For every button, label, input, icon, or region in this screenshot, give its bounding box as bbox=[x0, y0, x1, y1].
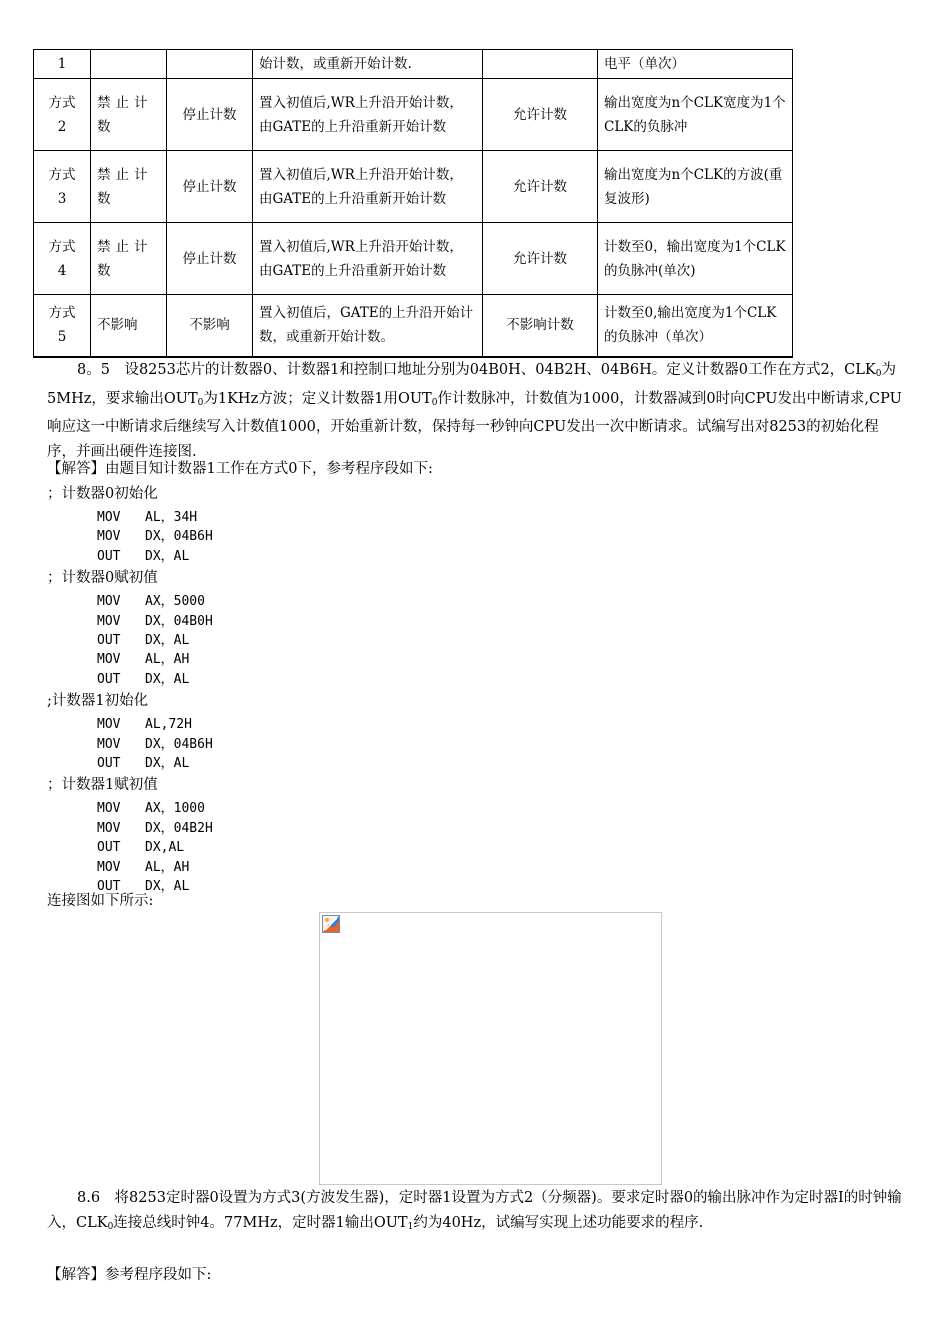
opcode: MOV bbox=[97, 859, 121, 875]
opcode: MOV bbox=[97, 717, 121, 733]
opcode: MOV bbox=[97, 652, 121, 668]
code-line bbox=[97, 612, 213, 631]
mode-cell bbox=[34, 151, 91, 223]
operand: DX,AL bbox=[145, 840, 185, 856]
connection-diagram-placeholder bbox=[319, 912, 662, 1185]
code-line bbox=[97, 670, 189, 689]
table-cell: 置入初值后,WR上升沿开始计数，由GATE的上升沿重新开始计数 bbox=[253, 79, 483, 151]
code-line bbox=[97, 819, 213, 838]
mode-cell bbox=[34, 50, 91, 79]
mode-label: 方式 bbox=[48, 94, 76, 111]
table-row bbox=[34, 295, 793, 357]
table-cell: 始计数，或重新开始计数. bbox=[253, 50, 483, 79]
code-line bbox=[97, 508, 197, 527]
code-line bbox=[97, 838, 184, 857]
table-cell: 停止计数 bbox=[167, 79, 253, 151]
table-cell bbox=[483, 50, 598, 79]
code-line bbox=[97, 754, 189, 773]
mode-cell bbox=[34, 79, 91, 151]
opcode: OUT bbox=[97, 840, 121, 856]
table-row bbox=[34, 50, 793, 79]
mode-cell bbox=[34, 295, 91, 357]
opcode: MOV bbox=[97, 529, 121, 545]
opcode: OUT bbox=[97, 756, 121, 771]
opcode: OUT bbox=[97, 633, 121, 648]
operand: DX，AL bbox=[145, 548, 190, 564]
table-row bbox=[34, 151, 793, 223]
table-cell: 停止计数 bbox=[167, 151, 253, 223]
opcode: MOV bbox=[97, 510, 121, 525]
code-line bbox=[97, 631, 189, 650]
table-cell: 置入初值后,WR上升沿开始计数，由GATE的上升沿重新开始计数 bbox=[253, 223, 483, 295]
operand: DX，AL bbox=[145, 756, 190, 771]
table-row bbox=[34, 223, 793, 295]
code-line bbox=[97, 715, 192, 734]
mode-label: 3 bbox=[57, 190, 67, 207]
mode-label: 5 bbox=[57, 329, 67, 346]
code-line bbox=[97, 592, 205, 611]
opcode: MOV bbox=[97, 594, 121, 610]
table-cell: 置入初值后,WR上升沿开始计数，由GATE的上升沿重新开始计数 bbox=[253, 151, 483, 223]
code-line bbox=[97, 735, 213, 754]
table-cell: 禁止计数 bbox=[91, 151, 167, 223]
code-comment: ；计数器0赋初值 bbox=[47, 570, 158, 587]
mode-label: 1 bbox=[57, 56, 67, 72]
operand: DX，04B2H bbox=[145, 820, 213, 836]
table-cell: 电平（单次） bbox=[598, 50, 793, 79]
operand: DX，04B0H bbox=[145, 613, 213, 629]
table-cell: 不影响计数 bbox=[483, 295, 598, 357]
operand: AL，AH bbox=[145, 859, 190, 875]
code-line bbox=[97, 799, 205, 818]
answer-8-5: 【解答】由题目知计数器1工作在方式0下，参考程序段如下: bbox=[47, 461, 433, 477]
opcode: OUT bbox=[97, 671, 121, 687]
operand: AL，34H bbox=[145, 510, 198, 525]
code-comment: ；计数器0初始化 bbox=[47, 486, 158, 502]
code-line bbox=[97, 858, 189, 877]
table-cell: 禁止计数 bbox=[91, 223, 167, 295]
table-cell: 输出宽度为n个CLK宽度为1个CLK的负脉冲 bbox=[598, 79, 793, 151]
operand: AL，AH bbox=[145, 652, 190, 668]
operand: AX，5000 bbox=[145, 594, 205, 610]
mode-label: 4 bbox=[57, 262, 67, 279]
mode-cell bbox=[34, 223, 91, 295]
mode-label: 2 bbox=[57, 118, 67, 135]
opcode: OUT bbox=[97, 548, 121, 564]
table-cell: 输出宽度为n个CLK的方波(重复波形) bbox=[598, 151, 793, 223]
mode-label: 方式 bbox=[48, 238, 76, 255]
code-comment: ;计数器1初始化 bbox=[47, 693, 149, 710]
table-row bbox=[34, 79, 793, 151]
table-cell: 置入初值后，GATE的上升沿开始计数，或重新开始计数。 bbox=[253, 295, 483, 357]
table-cell: 不影响 bbox=[91, 295, 167, 357]
code-line bbox=[97, 527, 213, 546]
mode-label: 方式 bbox=[48, 305, 76, 322]
answer-8-6: 【解答】参考程序段如下: bbox=[47, 1267, 212, 1283]
code-comment: ；计数器1赋初值 bbox=[47, 777, 158, 794]
operand: DX，04B6H bbox=[145, 736, 213, 752]
diagram-caption: 连接图如下所示: bbox=[47, 893, 154, 909]
operand: DX，AL bbox=[145, 879, 190, 894]
table-cell bbox=[91, 50, 167, 79]
opcode: MOV bbox=[97, 820, 121, 836]
question-8-6: 8.6 将8253定时器0设置为方式3(方波发生器)，定时器1设置为方式2（分频器)。要求定时器0的输出脉冲作为定时器Ⅰ的时钟输入，$CLK_0$连接总线时钟4。77MHz，定时器1输出$OUT_1$约为40Hz，试编写实现上述功能要求的程序. bbox=[47, 1190, 902, 1232]
table-cell: 停止计数 bbox=[167, 223, 253, 295]
table-cell: 禁止计数 bbox=[91, 79, 167, 151]
operand: DX，AL bbox=[145, 633, 190, 648]
opcode: MOV bbox=[97, 801, 121, 817]
table-cell bbox=[167, 50, 253, 79]
question-8-5: 8。5 设8253芯片的计数器0、计数器1和控制口地址分别为04B0H、04B2H、04B6H。定义计数器0工作在方式2，$CLK_0$为5MHz，要求输出$OUT_0$为1KHz方波；定义计数器1用$OUT_0$作计数脉冲，计数值为1000，计数器减到0时向CPU发出中断请求,CPU响应这一中断请求后继续写入计数值1000，开始重新计数，保持每一秒钟向CPU发出一次中断请求。试编写出对8253的初始化程序，并画出硬件连接图. bbox=[47, 362, 902, 460]
counter-mode-table bbox=[33, 49, 793, 358]
table-cell: 允许计数 bbox=[483, 79, 598, 151]
broken-image-icon bbox=[322, 915, 340, 933]
opcode: MOV bbox=[97, 613, 121, 629]
table-cell: 不影响 bbox=[167, 295, 253, 357]
code-line bbox=[97, 650, 189, 669]
table-cell: 计数至0,输出宽度为1个CLK的负脉冲（单次） bbox=[598, 295, 793, 357]
opcode: MOV bbox=[97, 736, 121, 752]
code-line bbox=[97, 547, 189, 566]
mode-label: 方式 bbox=[48, 166, 76, 183]
opcode: OUT bbox=[97, 879, 121, 894]
operand: AX，1000 bbox=[145, 801, 205, 817]
table-cell: 允许计数 bbox=[483, 223, 598, 295]
table-cell: 计数至0，输出宽度为1个CLK的负脉冲(单次) bbox=[598, 223, 793, 295]
table-cell: 允许计数 bbox=[483, 151, 598, 223]
operand: DX，04B6H bbox=[145, 529, 213, 545]
operand: DX，AL bbox=[145, 671, 190, 687]
operand: AL,72H bbox=[145, 717, 192, 733]
